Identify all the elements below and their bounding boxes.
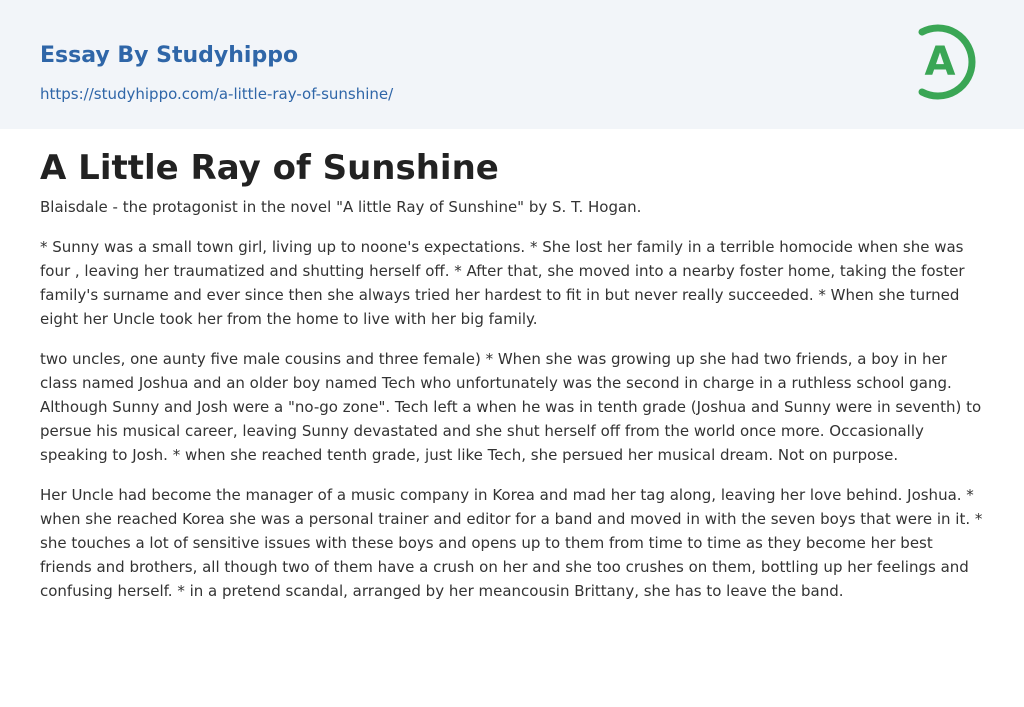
brand-title: Essay By Studyhippo xyxy=(40,43,299,68)
essay-paragraph: Blaisdale - the protagonist in the novel "A little Ray of Sunshine" by S. T. Hogan. xyxy=(40,198,642,216)
essay-paragraph: Her Uncle had become the manager of a music company in Korea and mad her tag along, leaving her love behind. Joshua. * when she reached Korea she was a personal trainer and editor for a band and moved in with the seven boys that were in it. * she touches a lot of sensitive issues with these boys and opens up to them from time to time as they become her best friends and brothers, all though two of them have a crush on her and she too crushes on them, bottling up her feelings and confusing herself. * in a pretend scandal, arranged by her meancousin Brittany, she has to leave the band. xyxy=(40,486,983,600)
studyhippo-logo-icon[interactable] xyxy=(912,18,986,106)
essay-body xyxy=(40,195,984,619)
source-url-link[interactable]: https://studyhippo.com/a-little-ray-of-sunshine/ xyxy=(40,85,394,103)
logo-letter: A xyxy=(924,39,956,85)
essay-paragraph: two uncles, one aunty five male cousins and three female) * When she was growing up she had two friends, a boy in her class named Joshua and an older boy named Tech who unfortunately was the second in charge in a ruthless school gang. Although Sunny and Josh were a "no-go zone". Tech left a when he was in tenth grade (Joshua and Sunny were in seventh) to persue his musical career, leaving Sunny devastated and she shut herself off from the world once more. Occasionally speaking to Josh. * when she reached tenth grade, just like Tech, she persued her musical dream. Not on purpose. xyxy=(40,350,982,464)
essay-title: A Little Ray of Sunshine xyxy=(40,148,499,188)
essay-paragraph: * Sunny was a small town girl, living up to noone's expectations. * She lost her family in a terrible homocide when she was four , leaving her traumatized and shutting herself off. * After that, she moved into a nearby foster home, taking the foster family's surname and ever since then she always tried her hardest to fit in but never really succeeded. * When she turned eight her Uncle took her from the home to live with her big family. xyxy=(40,238,965,328)
